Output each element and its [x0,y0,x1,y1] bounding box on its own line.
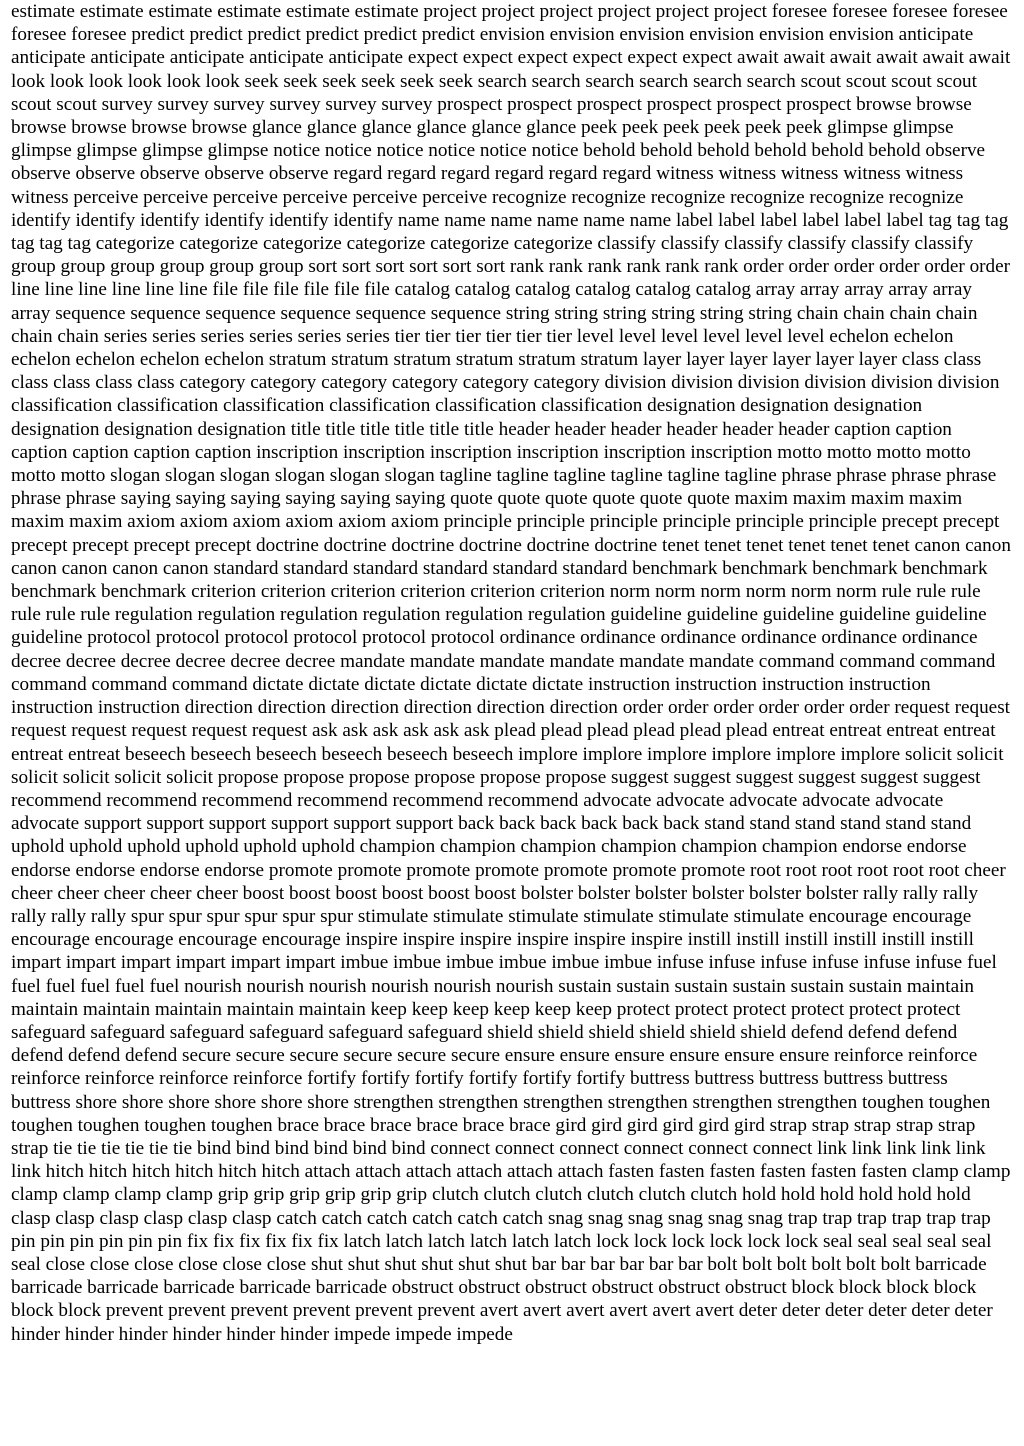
document-body-text: estimate estimate estimate estimate estimate estimate project project project project project project foresee foresee foresee foresee foresee foresee predict predict predict predict predict predict envision envision envision envision envision envision anticipate anticipate anticipate anticipate anticipate anticipate expect expect expect expect expect expect await await await await await await look look look look look look seek seek seek seek seek seek search search search search search search scout scout scout scout scout scout survey survey survey survey survey survey prospect prospect prospect prospect prospect prospect browse browse browse browse browse browse glance glance glance glance glance glance peek peek peek peek peek peek glimpse glimpse glimpse glimpse glimpse glimpse notice notice notice notice notice notice behold behold behold behold behold behold observe observe observe observe observe observe regard regard regard regard regard regard witness witness witness witness witness witness perceive perceive perceive perceive perceive perceive recognize recognize recognize recognize recognize recognize identify identify identify identify identify identify name name name name name name label label label label label label tag tag tag tag tag tag categorize categorize categorize categorize categorize categorize classify classify classify classify classify classify group group group group group group sort sort sort sort sort sort rank rank rank rank rank rank order order order order order order line line line line line line file file file file file file catalog catalog catalog catalog catalog catalog array array array array array array sequence sequence sequence sequence sequence sequence string string string string string string chain chain chain chain chain chain series series series series series series tier tier tier tier tier tier level level level level level level echelon echelon echelon echelon echelon echelon stratum stratum stratum stratum stratum stratum layer layer layer layer layer layer class class class class class class category category category category category category division division division division division division classification classification classification classification classification classification designation designation designation designation designation designation title title title title title title header header header header header header caption caption caption caption caption caption inscription inscription inscription inscription inscription inscription motto motto motto motto motto motto slogan slogan slogan slogan slogan slogan tagline tagline tagline tagline tagline tagline phrase phrase phrase phrase phrase phrase saying saying saying saying saying saying quote quote quote quote quote quote maxim maxim maxim maxim maxim maxim axiom axiom axiom axiom axiom axiom principle principle principle principle principle principle precept precept precept precept precept precept doctrine doctrine doctrine doctrine doctrine doctrine tenet tenet tenet tenet tenet tenet canon canon canon canon canon canon standard standard standard standard standard standard benchmark benchmark benchmark benchmark benchmark benchmark criterion criterion criterion criterion criterion criterion norm norm norm norm norm norm rule rule rule rule rule rule regulation regulation regulation regulation regulation regulation guideline guideline guideline guideline guideline guideline protocol protocol protocol protocol protocol protocol ordinance ordinance ordinance ordinance ordinance ordinance decree decree decree decree decree decree mandate mandate mandate mandate mandate mandate command command command command command command dictate dictate dictate dictate dictate dictate instruction instruction instruction instruction instruction instruction direction direction direction direction direction direction order order order order order order request request request request request request request ask ask ask ask ask ask plead plead plead plead plead plead entreat entreat entreat entreat entreat entreat beseech beseech beseech beseech beseech beseech implore implore implore implore implore implore solicit solicit solicit solicit solicit solicit propose propose propose propose propose propose suggest suggest suggest suggest suggest suggest recommend recommend recommend recommend recommend recommend advocate advocate advocate advocate advocate advocate support support support support support support back back back back back back stand stand stand stand stand stand uphold uphold uphold uphold uphold uphold champion champion champion champion champion champion endorse endorse endorse endorse endorse endorse promote promote promote promote promote promote promote root root root root root root cheer cheer cheer cheer cheer cheer boost boost boost boost boost boost bolster bolster bolster bolster bolster bolster rally rally rally rally rally rally spur spur spur spur spur spur stimulate stimulate stimulate stimulate stimulate stimulate encourage encourage encourage encourage encourage encourage inspire inspire inspire inspire inspire inspire instill instill instill instill instill instill impart impart impart impart impart impart imbue imbue imbue imbue imbue imbue infuse infuse infuse infuse infuse infuse fuel fuel fuel fuel fuel fuel nourish nourish nourish nourish nourish nourish sustain sustain sustain sustain sustain sustain maintain maintain maintain maintain maintain maintain keep keep keep keep keep keep protect protect protect protect protect protect safeguard safeguard safeguard safeguard safeguard safeguard shield shield shield shield shield shield defend defend defend defend defend defend secure secure secure secure secure secure ensure ensure ensure ensure ensure ensure reinforce reinforce reinforce reinforce reinforce reinforce fortify fortify fortify fortify fortify fortify buttress buttress buttress buttress buttress buttress shore shore shore shore shore shore strengthen strengthen strengthen strengthen strengthen strengthen toughen toughen toughen toughen toughen toughen brace brace brace brace brace brace gird gird gird gird gird gird strap strap strap strap strap strap tie tie tie tie tie tie bind bind bind bind bind bind connect connect connect connect connect connect link link link link link link hitch hitch hitch hitch hitch hitch attach attach attach attach attach attach fasten fasten fasten fasten fasten fasten clamp clamp clamp clamp clamp clamp grip grip grip grip grip grip clutch clutch clutch clutch clutch clutch hold hold hold hold hold hold clasp clasp clasp clasp clasp clasp catch catch catch catch catch catch snag snag snag snag snag snag trap trap trap trap trap trap pin pin pin pin pin pin fix fix fix fix fix fix latch latch latch latch latch latch lock lock lock lock lock lock seal seal seal seal seal seal close close close close close close shut shut shut shut shut shut bar bar bar bar bar bar bolt bolt bolt bolt bolt bolt barricade barricade barricade barricade barricade barricade obstruct obstruct obstruct obstruct obstruct obstruct block block block block block block prevent prevent prevent prevent prevent prevent avert avert avert avert avert avert deter deter deter deter deter deter hinder hinder hinder hinder hinder hinder impede impede impede [11,1,1011,1345]
